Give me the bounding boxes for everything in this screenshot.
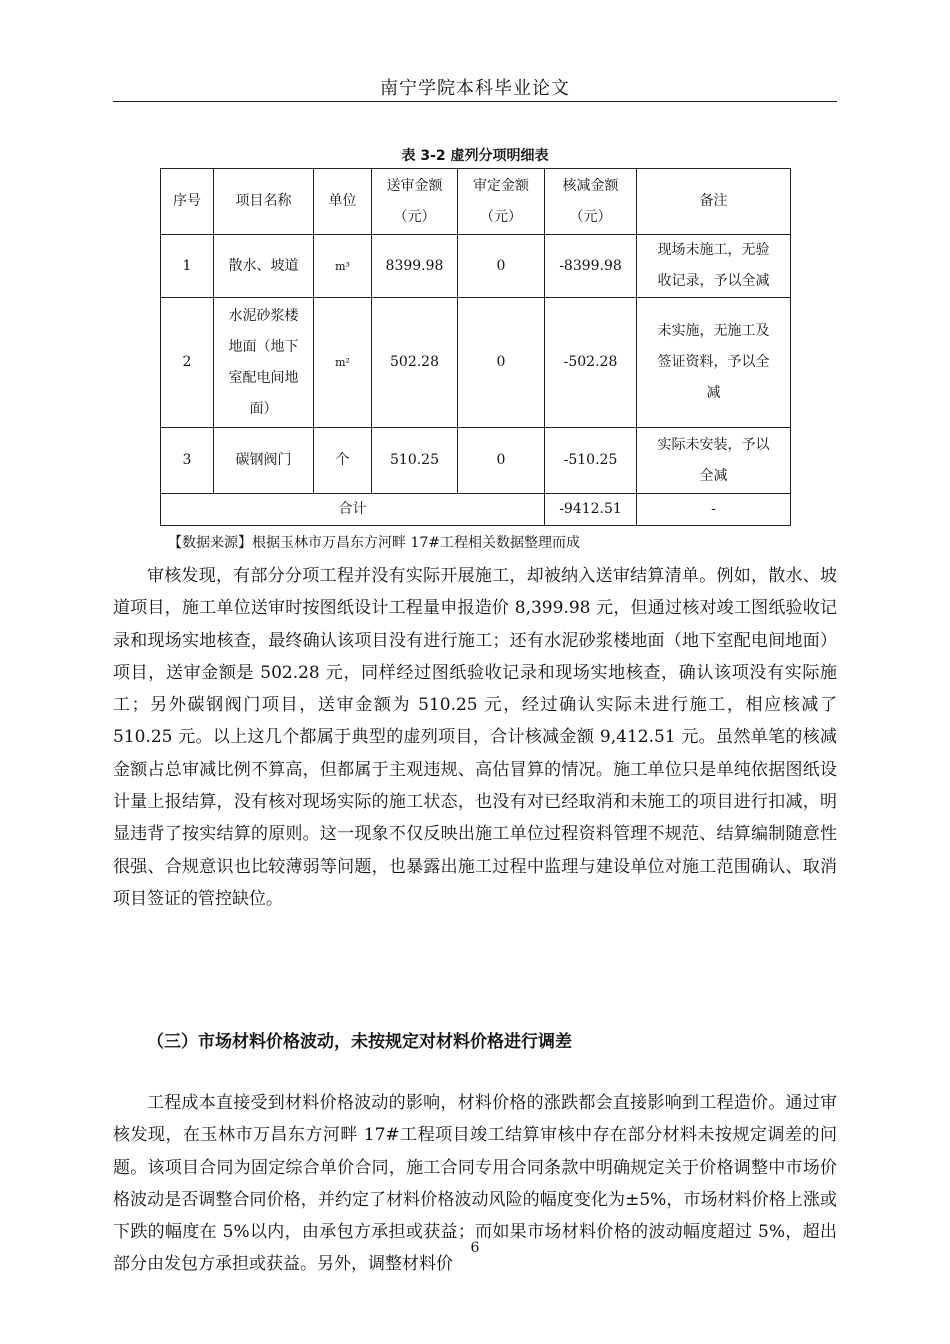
- cell-submitted: 502.28: [372, 298, 458, 428]
- table-row: [161, 235, 791, 298]
- page-header: 南宁学院本科毕业论文: [380, 78, 570, 99]
- section-heading: （三）市场材料价格波动，未按规定对材料价格进行调差: [147, 1032, 572, 1052]
- total-label: 合计: [161, 494, 545, 526]
- cell-note: 实际未安装，予以 全减: [637, 428, 791, 494]
- cell-no: 1: [161, 235, 214, 298]
- cell-name: 碳钢阀门: [214, 428, 314, 494]
- cell-approved: 0: [458, 428, 545, 494]
- total-row: [161, 494, 791, 526]
- data-source-note: 【数据来源】根据玉林市万昌东方河畔 17#工程相关数据整理而成: [168, 535, 580, 551]
- col-header-no: 序号: [161, 169, 214, 235]
- cell-name: 水泥砂浆楼 地面（地下 室配电间地 面）: [214, 298, 314, 428]
- total-reduced: -9412.51: [545, 494, 637, 526]
- page-number: 6: [470, 1240, 480, 1256]
- cell-unit: 个: [314, 428, 372, 494]
- cell-submitted: 510.25: [372, 428, 458, 494]
- cell-no: 3: [161, 428, 214, 494]
- header-row: [161, 169, 791, 235]
- cell-approved: 0: [458, 298, 545, 428]
- col-header-submitted: 送审金额 （元）: [372, 169, 458, 235]
- col-header-name: 项目名称: [214, 169, 314, 235]
- table-caption: 表 3-2 虚列分项明细表: [401, 148, 549, 164]
- cell-approved: 0: [458, 235, 545, 298]
- cell-note: 现场未施工，无验 收记录，予以全减: [637, 235, 791, 298]
- detail-table: [160, 168, 791, 526]
- cell-note: 未实施，无施工及 签证资料，予以全 减: [637, 298, 791, 428]
- cell-unit: m³: [314, 235, 372, 298]
- cell-reduced: -502.28: [545, 298, 637, 428]
- cell-name: 散水、坡道: [214, 235, 314, 298]
- col-header-reduced: 核减金额 （元）: [545, 169, 637, 235]
- table-row: [161, 298, 791, 428]
- paragraph-material-price: 工程成本直接受到材料价格波动的影响，材料价格的涨跌都会直接影响到工程造价。通过审核发现，在玉林市万昌东方河畔 17#工程项目竣工结算审核中存在部分材料未按规定调差的问题。该项目合同为固定综合单价合同，施工合同专用合同条款中明确规定关于价格调整中市场价格波动是否调整合同价格，并约定了材料价格波动风险的幅度变化为±5%，市场材料价格上涨或下跌的幅度在 5%以内，由承包方承担或获益；而如果市场材料价格的波动幅度超过 5%，超出部分由发包方承担或获益。另外，调整材料价: [113, 1093, 837, 1275]
- table-row: [161, 428, 791, 494]
- table-header: [161, 169, 791, 235]
- col-header-note: 备注: [637, 169, 791, 235]
- paragraph-audit-findings: 审核发现，有部分分项工程并没有实际开展施工，却被纳入送审结算清单。例如，散水、坡道项目，施工单位送审时按图纸设计工程量申报造价 8,399.98 元，但通过核对竣工图纸验收记录和现场实地核查，最终确认该项目没有进行施工；还有水泥砂浆楼地面（地下室配电间地面）项目，送审金额是 502.28 元，同样经过图纸验收记录和现场实地核查，确认该项没有实际施工；另外碳钢阀门项目，送审金额为 510.25 元，经过确认实际未进行施工，相应核减了 510.25 元。以上这几个都属于典型的虚列项目，合计核减金额 9,412.51 元。虽然单笔的核减金额占总审减比例不算高，但都属于主观违规、高估冒算的情况。施工单位只是单纯依据图纸设计量上报结算，没有核对现场实际的施工状态，也没有对已经取消和未施工的项目进行扣减，明显违背了按实结算的原则。这一现象不仅反映出施工单位过程资料管理不规范、结算编制随意性很强、合规意识也比较薄弱等问题，也暴露出施工过程中监理与建设单位对施工范围确认、取消项目签证的管控缺位。: [113, 566, 837, 909]
- col-header-unit: 单位: [314, 169, 372, 235]
- cell-submitted: 8399.98: [372, 235, 458, 298]
- cell-no: 2: [161, 298, 214, 428]
- cell-reduced: -8399.98: [545, 235, 637, 298]
- cell-unit: m²: [314, 298, 372, 428]
- total-note: -: [637, 494, 791, 526]
- cell-reduced: -510.25: [545, 428, 637, 494]
- col-header-approved: 审定金额 （元）: [458, 169, 545, 235]
- header-rule: [113, 101, 837, 102]
